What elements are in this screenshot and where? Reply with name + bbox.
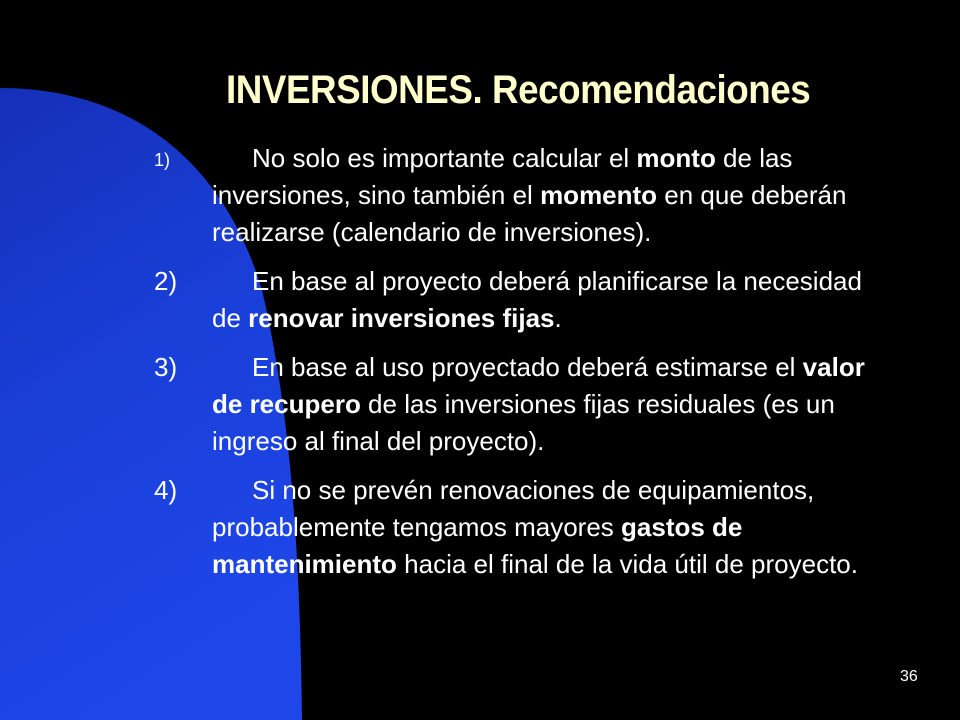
page-title: INVERSIONES. Recomendaciones: [226, 68, 811, 112]
page-number: 36: [900, 668, 918, 685]
emphasis-text: monto: [636, 143, 716, 173]
item-number: 3): [154, 352, 178, 382]
item-number: 2): [154, 266, 178, 296]
list-item: [148, 472, 868, 583]
item-text: de las inversiones, sino también el: [212, 143, 793, 210]
item-text: en que deberán realizarse (calendario de inversiones).: [212, 180, 847, 247]
emphasis-text: momento: [540, 180, 658, 210]
item-text: En base al uso proyectado deberá estimarse el: [252, 352, 803, 382]
item-number: 1): [154, 150, 171, 170]
list-item: [148, 349, 868, 460]
list-item: [148, 140, 868, 251]
emphasis-text: gastos de mantenimiento: [212, 512, 743, 579]
item-text: No solo es importante calcular el: [252, 143, 637, 173]
item-text: .: [554, 303, 562, 333]
item-text: hacia el final de la vida útil de proyecto.: [396, 549, 858, 579]
recommendations-list: [148, 140, 868, 595]
item-text: Si no se prevén renovaciones de equipamientos, probablemente tengamos mayores: [212, 475, 815, 542]
emphasis-text: valor de recupero: [212, 352, 865, 419]
item-text: En base al proyecto deberá planificarse la necesidad de: [212, 266, 862, 333]
item-number: 4): [154, 475, 178, 505]
list-item: [148, 263, 868, 337]
item-text: de las inversiones fijas residuales (es un ingreso al final del proyecto).: [212, 389, 835, 456]
emphasis-text: renovar inversiones fijas: [248, 303, 555, 333]
